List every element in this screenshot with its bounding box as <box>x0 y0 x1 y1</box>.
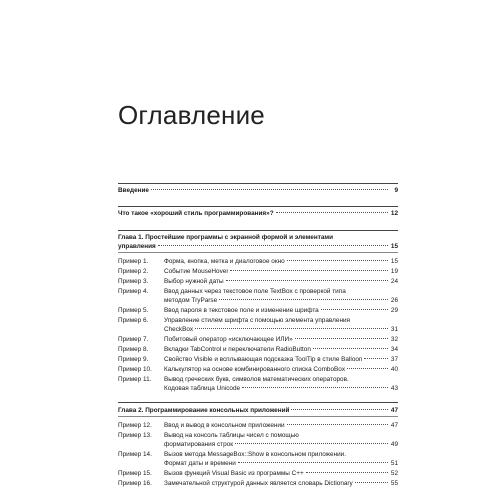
chapter-title: Глава 2. Программирование консольных приложений <box>118 407 290 414</box>
example-label: Пример 9. <box>118 356 149 363</box>
toc-example-14-cont[interactable] <box>118 459 398 469</box>
entry-page: 12 <box>390 210 398 217</box>
section-rule <box>118 230 398 231</box>
dot-leader <box>306 472 388 473</box>
dot-leader <box>364 358 388 359</box>
example-title: Форма, кнопка, метка и диалоговое окно <box>164 258 285 265</box>
page-title: Оглавление <box>118 100 265 130</box>
toc-example-1[interactable] <box>118 257 398 267</box>
example-title-cont: Формат даты и времени <box>164 460 236 467</box>
example-page: 43 <box>390 385 398 392</box>
dot-leader <box>238 462 388 463</box>
entry-title: Что такое «хороший стиль программирования»? <box>118 210 274 217</box>
example-label: Пример 6. <box>118 317 149 324</box>
example-label: Пример 5. <box>118 307 149 314</box>
example-label: Пример 16. <box>118 480 152 487</box>
example-page: 32 <box>390 336 398 343</box>
example-page: 55 <box>390 480 398 487</box>
example-title: Управление стилем шрифта с помощью элемента управления <box>164 317 351 324</box>
example-label: Пример 8. <box>118 346 149 353</box>
example-label: Пример 10. <box>118 366 152 373</box>
example-title: Калькулятор на основе комбинированного списка ComboBox <box>164 366 346 373</box>
dot-leader <box>195 328 388 329</box>
example-label: Пример 1. <box>118 258 149 265</box>
example-page: 31 <box>390 326 398 333</box>
example-page: 19 <box>390 268 398 275</box>
toc-example-9[interactable] <box>118 355 398 365</box>
toc-example-15[interactable] <box>118 469 398 479</box>
entry-page: 15 <box>390 243 398 250</box>
example-label: Пример 7. <box>118 336 149 343</box>
dot-leader <box>321 309 388 310</box>
toc-entry-intro[interactable] <box>118 186 398 196</box>
example-title: Свойство Visible и всплывающая подсказка ToolTip в стиле Balloon <box>164 356 363 363</box>
example-page: 24 <box>390 278 398 285</box>
example-title: Вывод на консоль таблицы чисел с помощью <box>164 432 299 439</box>
toc-example-10[interactable] <box>118 365 398 375</box>
example-title: Ввод данных через текстовое поле TextBox с проверкой типа <box>164 288 346 295</box>
example-page: 37 <box>390 356 398 363</box>
dot-leader <box>235 443 388 444</box>
example-title: Побитовый оператор «исключающее ИЛИ» <box>164 336 293 343</box>
toc-chapter-2[interactable] <box>118 406 398 416</box>
toc-example-2[interactable] <box>118 267 398 277</box>
toc-example-4-cont[interactable] <box>118 296 398 306</box>
toc-example-7[interactable] <box>118 335 398 345</box>
toc-example-5[interactable] <box>118 306 398 316</box>
example-page: 40 <box>390 366 398 373</box>
toc-example-12[interactable] <box>118 421 398 431</box>
toc-example-3[interactable] <box>118 277 398 287</box>
dot-leader <box>287 424 388 425</box>
toc-chapter-1-line2[interactable] <box>118 242 398 252</box>
example-label: Пример 11. <box>118 376 152 383</box>
dot-leader <box>355 482 388 483</box>
example-page: 34 <box>390 346 398 353</box>
chapter-title: Глава 1. Простейшие программы с экранной формой и элементами <box>118 234 334 241</box>
example-page: 47 <box>390 422 398 429</box>
dot-leader <box>287 260 388 261</box>
example-title: Событие MouseHover <box>164 268 229 275</box>
entry-page: 47 <box>390 407 398 414</box>
example-title: Вкладки TabControl и переключатели RadioButton <box>164 346 311 353</box>
dot-leader <box>226 280 388 281</box>
example-label: Пример 2. <box>118 268 149 275</box>
example-title: Вывод греческих букв, символов математических операторов. <box>164 376 349 383</box>
example-page: 52 <box>390 470 398 477</box>
example-title-cont: CheckBox <box>164 326 194 333</box>
example-label: Пример 12. <box>118 422 152 429</box>
example-label: Пример 3. <box>118 278 149 285</box>
example-page: 49 <box>390 441 398 448</box>
example-label: Пример 13. <box>118 432 152 439</box>
section-rule <box>118 183 398 184</box>
example-page: 15 <box>390 258 398 265</box>
dot-leader <box>230 270 388 271</box>
toc-example-16[interactable] <box>118 479 398 489</box>
dot-leader <box>295 338 388 339</box>
example-title-cont: форматирования строк <box>164 441 234 448</box>
example-label: Пример 4. <box>118 288 149 295</box>
example-title-cont: методом TryParse <box>164 297 218 304</box>
dot-leader <box>347 368 388 369</box>
chapter-title-cont: управления <box>118 243 156 250</box>
example-page: 51 <box>390 460 398 467</box>
example-page: 29 <box>390 307 398 314</box>
example-title-cont: Кодовая таблица Unicode <box>164 385 241 392</box>
dot-leader <box>291 409 388 410</box>
example-title: Выбор нужной даты <box>164 278 224 285</box>
dot-leader <box>313 348 388 349</box>
dot-leader <box>158 245 388 246</box>
toc-entry-style[interactable] <box>118 209 398 219</box>
example-label: Пример 15. <box>118 470 152 477</box>
chapter-underline <box>118 252 398 253</box>
entry-page: 9 <box>394 187 398 194</box>
example-label: Пример 14. <box>118 451 152 458</box>
example-title: Ввод пароля в текстовое поле и изменение шрифта <box>164 307 319 314</box>
toc-example-8[interactable] <box>118 345 398 355</box>
example-title: Вызов метода MessageBox::Show в консольном приложении. <box>164 451 347 458</box>
example-page: 26 <box>390 297 398 304</box>
example-title: Замечательной структурой данных является словарь Dictionary <box>164 480 353 487</box>
toc-example-11-cont[interactable] <box>118 384 398 394</box>
dot-leader <box>151 189 388 190</box>
toc-example-13-cont[interactable] <box>118 440 398 450</box>
example-title: Вызов функций Visual Basic из программы C++ <box>164 470 304 477</box>
chapter-underline <box>118 416 398 417</box>
example-title: Ввод и вывод в консольном приложении <box>164 422 285 429</box>
dot-leader <box>242 387 388 388</box>
dot-leader <box>219 299 388 300</box>
entry-title: Введение <box>118 187 149 194</box>
toc-example-6-cont[interactable] <box>118 325 398 335</box>
section-rule <box>118 402 398 403</box>
dot-leader <box>276 212 388 213</box>
section-rule <box>118 206 398 207</box>
